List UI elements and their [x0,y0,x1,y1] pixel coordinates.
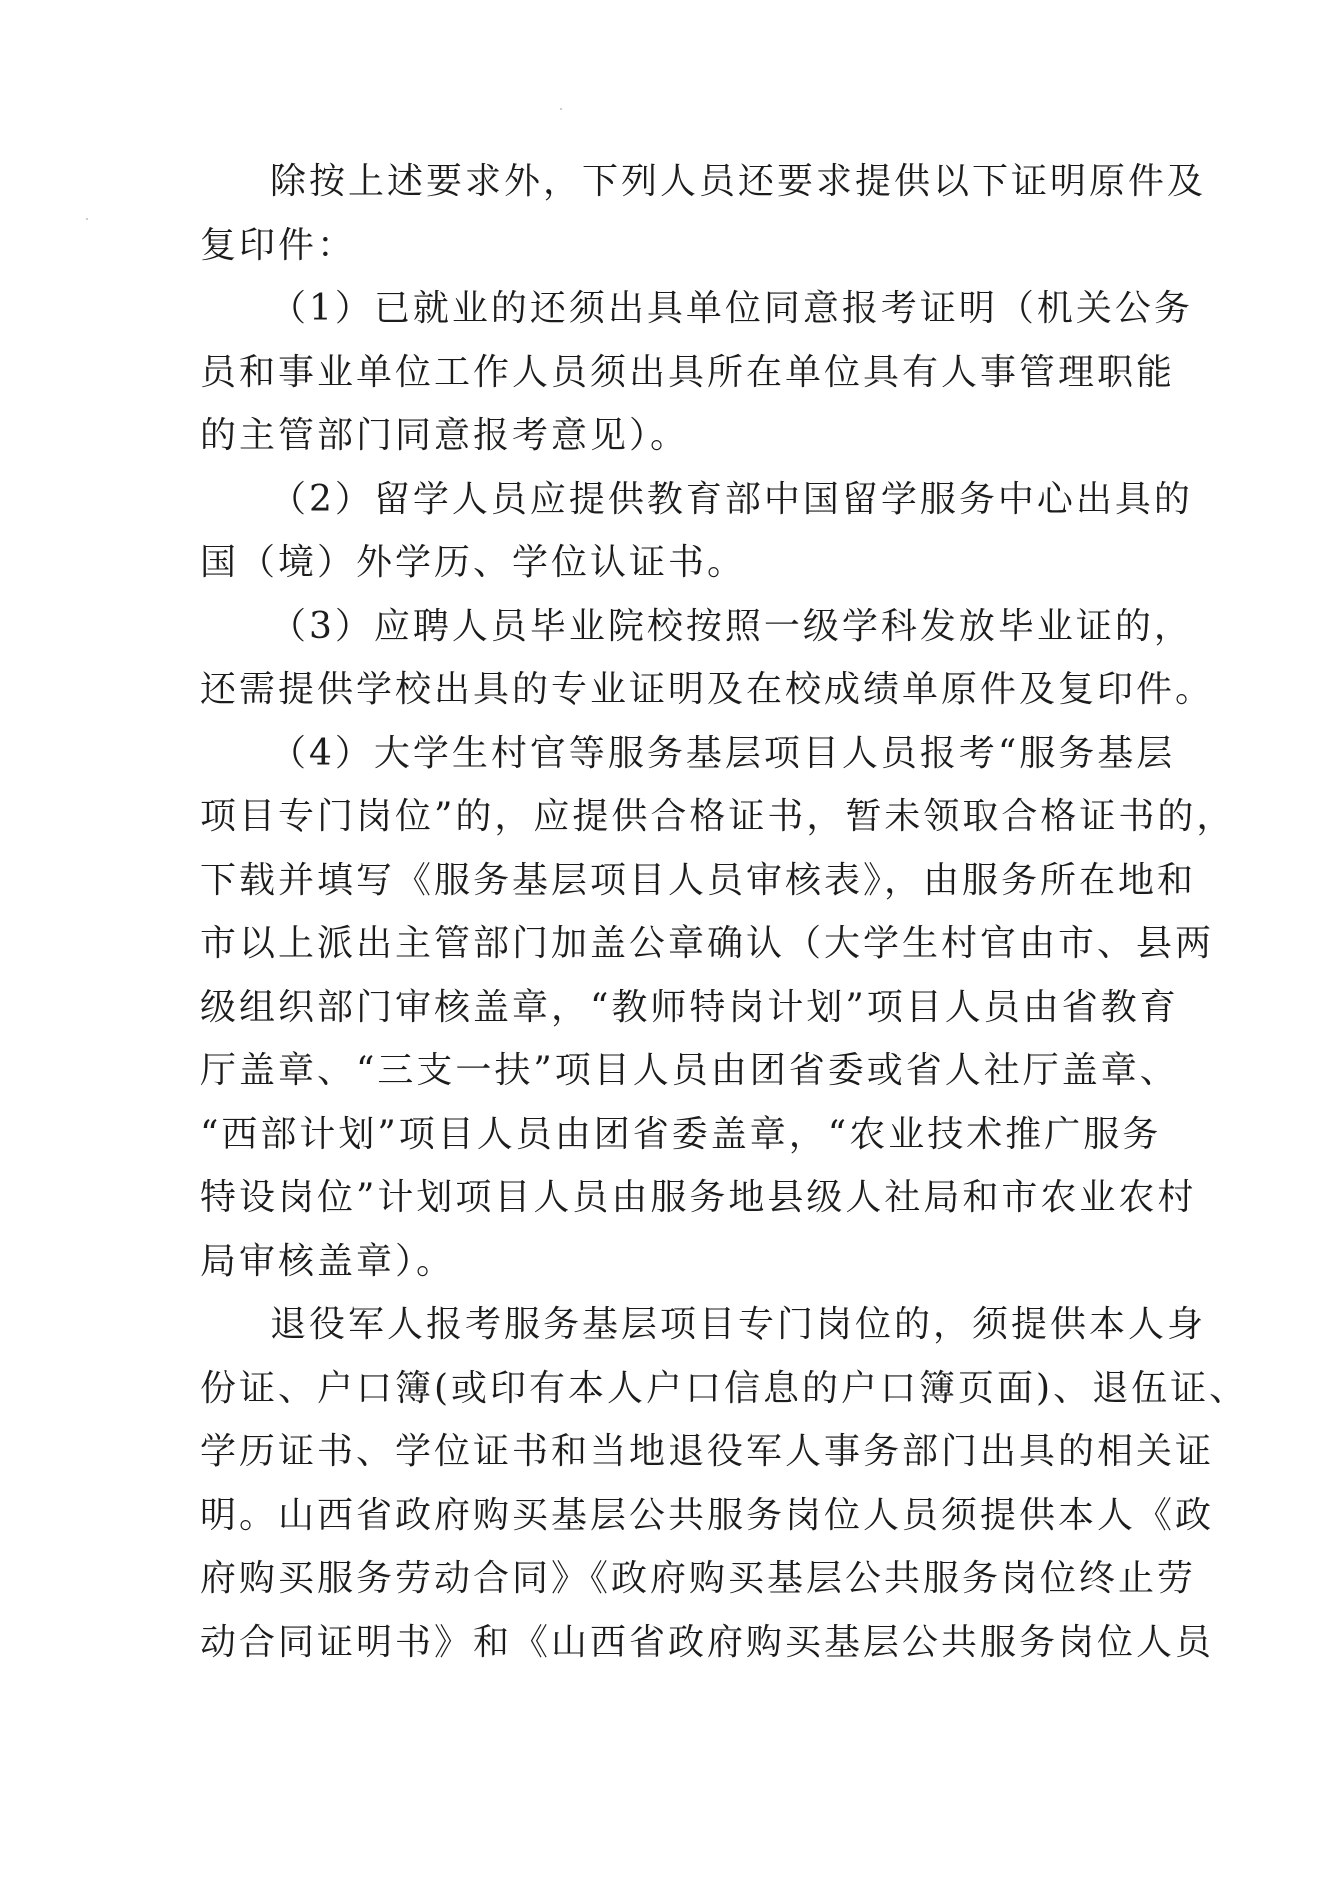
text-line: 的主管部门同意报考意见）。 [200,415,690,456]
text-line: 下载并填写《服务基层项目人员审核表》，由服务所在地和 [200,859,1197,901]
text-line: 国（境）外学历、学位认证书。 [200,542,747,583]
paragraph-intro [200,150,1207,277]
text-line: 项目专门岗位”的，应提供合格证书，暂未领取合格证书的， [200,796,1236,837]
text-line: 员和事业单位工作人员须出具所在单位具有人事管理职能 [200,351,1176,393]
text-line: “西部计划”项目人员由团省委盖章，“农业技术推广服务 [200,1113,1162,1155]
text-line: 退役军人报考服务基层项目专门岗位的，须提供本人身 [270,1304,1207,1345]
text-line: （1）已就业的还须出具单位同意报考证明（机关公务 [270,288,1193,329]
text-line: 还需提供学校出具的专业证明及在校成绩单原件及复印件。 [200,669,1215,710]
text-line: 市以上派出主管部门加盖公章确认（大学生村官由市、县两 [200,923,1215,964]
text-line: 除按上述要求外，下列人员还要求提供以下证明原件及 [270,161,1207,202]
text-line: 局审核盖章）。 [200,1240,456,1282]
paragraph-item-4 [200,722,1236,1294]
text-line: 府购买服务劳动合同》《政府购买基层公共服务岗位终止劳 [200,1558,1197,1599]
text-line: （3）应聘人员毕业院校按照一级学科发放毕业证的， [270,605,1193,647]
text-line: 动合同证明书》和《山西省政府购买基层公共服务岗位人员 [200,1621,1215,1663]
paragraph-item-2 [200,468,1193,595]
text-line: 学历证书、学位证书和当地退役军人事务部门出具的相关证 [200,1431,1215,1472]
document-body [200,150,1249,1674]
paragraph-veterans [200,1293,1249,1674]
text-line: 特设岗位”计划项目人员由服务地县级人社局和市农业农村 [200,1177,1197,1218]
paragraph-item-3 [200,595,1215,722]
text-line: 复印件： [200,224,357,266]
text-line: 厅盖章、“三支一扶”项目人员由团省委或省人社厅盖章、 [200,1050,1179,1091]
text-line: 级组织部门审核盖章，“教师特岗计划”项目人员由省教育 [200,986,1179,1028]
scan-speck [86,218,88,220]
paragraph-item-1 [200,277,1193,468]
text-line: 明。山西省政府购买基层公共服务岗位人员须提供本人《政 [200,1494,1215,1536]
text-line: （2）留学人员应提供教育部中国留学服务中心出具的 [270,478,1193,520]
text-line: （4）大学生村官等服务基层项目人员报考“服务基层 [270,732,1176,774]
scan-speck [560,108,562,110]
text-line: 份证、户口簿(或印有本人户口信息的户口簿页面)、退伍证、 [200,1367,1249,1409]
